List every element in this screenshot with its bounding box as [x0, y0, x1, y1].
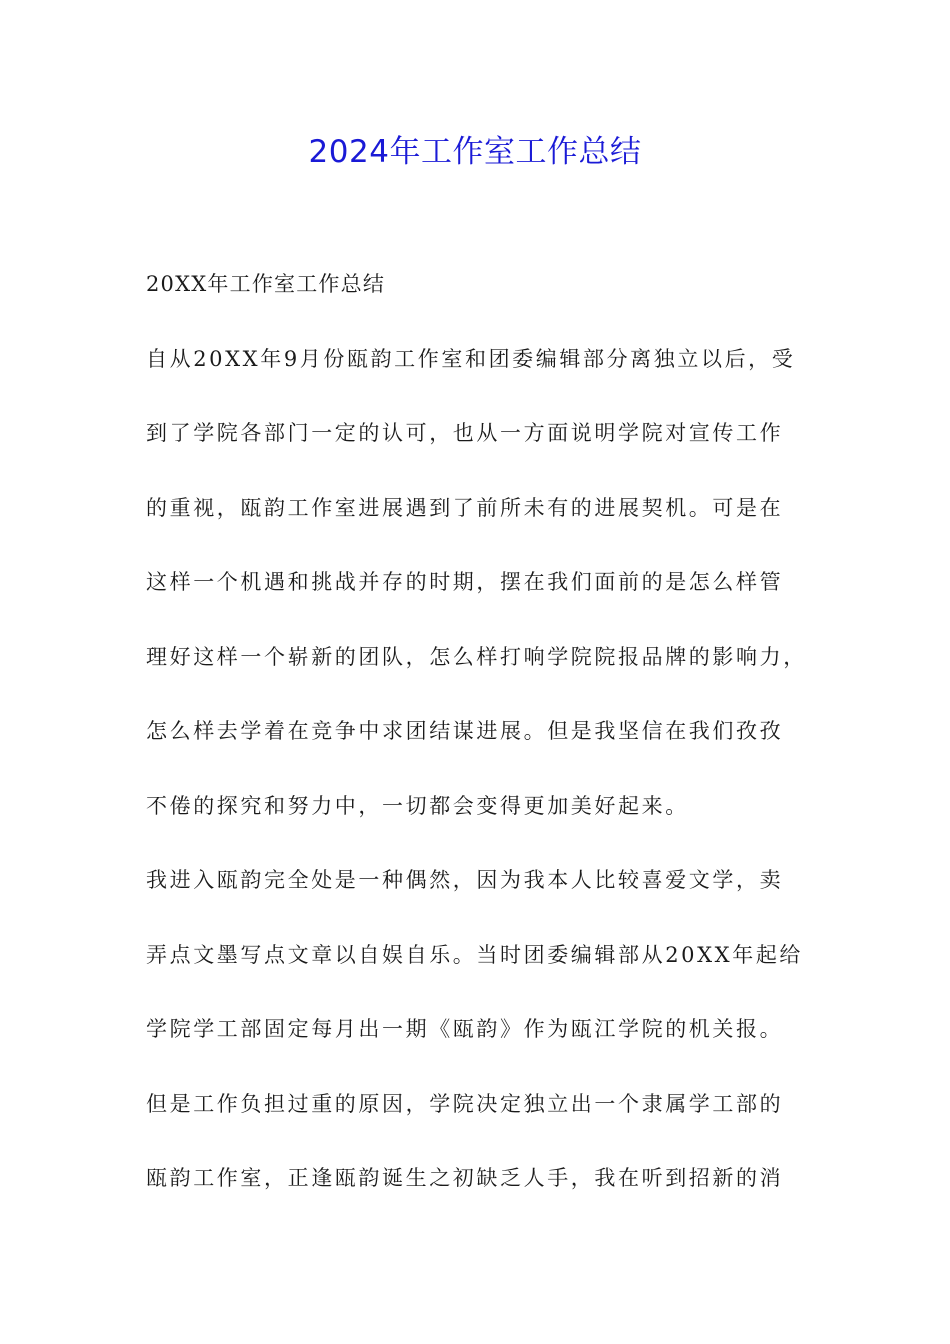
body-line: 怎么样去学着在竞争中求团结谋进展。但是我坚信在我们孜孜: [146, 719, 784, 743]
body-line: 我进入瓯韵完全处是一种偶然，因为我本人比较喜爱文学，卖: [146, 868, 784, 892]
body-line: 自从20XX年9月份瓯韵工作室和团委编辑部分离独立以后，受: [146, 346, 796, 371]
body-line: 但是工作负担过重的原因，学院决定独立出一个隶属学工部的: [146, 1091, 784, 1116]
subtitle-line: 20XX年工作室工作总结: [146, 272, 386, 296]
body-line: 不倦的探究和努力中，一切都会变得更加美好起来。: [146, 793, 689, 818]
body-line: 瓯韵工作室，正逢瓯韵诞生之初缺乏人手，我在听到招新的消: [146, 1166, 784, 1190]
document-body: [146, 262, 810, 1231]
body-line: 到了学院各部门一定的认可，也从一方面说明学院对宣传工作: [146, 421, 784, 445]
document-title: 2024年工作室工作总结: [308, 134, 642, 170]
body-line: 理好这样一个崭新的团队，怎么样打响学院院报品牌的影响力，: [146, 644, 807, 669]
body-line: 弄点文墨写点文章以自娱自乐。当时团委编辑部从20XX年起给: [146, 942, 804, 967]
body-line: 这样一个机遇和挑战并存的时期，摆在我们面前的是怎么样管: [146, 570, 784, 594]
body-line: 学院学工部固定每月出一期《瓯韵》作为瓯江学院的机关报。: [146, 1017, 784, 1041]
body-line: 的重视，瓯韵工作室进展遇到了前所未有的进展契机。可是在: [146, 495, 784, 520]
